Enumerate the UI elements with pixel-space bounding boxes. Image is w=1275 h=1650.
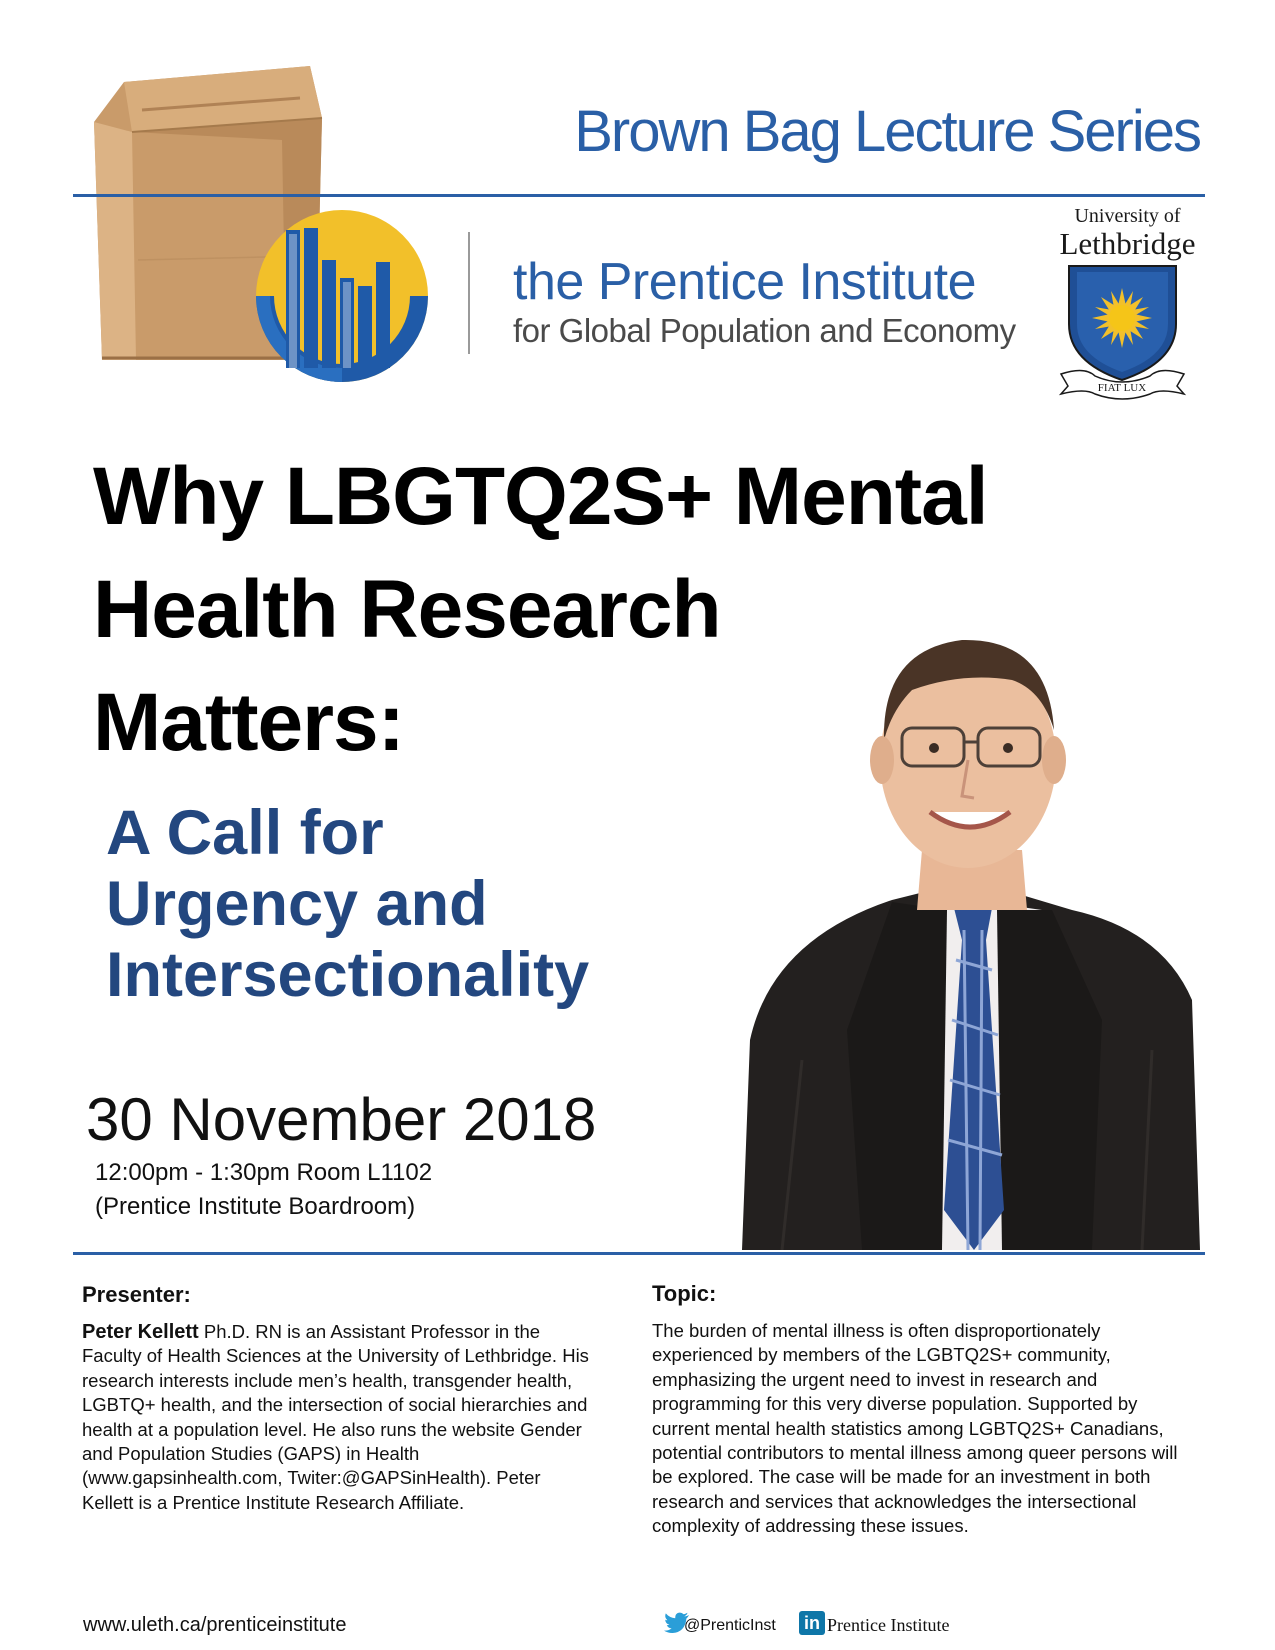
university-name-line2: Lethbridge [1059,226,1196,261]
topic-description: The burden of mental illness is often disproportionately experienced by members of the LGBTQ2S+ community, emphasizing the urgent need to invest in research and programming for this very diverse population. Supported by current mental health statistics among LGBTQ2S+ Canadians, potential contributors to mental illness among queer persons will be explored. The case will be made for an investment in both research and services that acknowledges the intersectional complexity of addressing these issues. [652,1320,1178,1537]
event-time-room: 12:00pm - 1:30pm Room L1102 [95,1159,433,1186]
twitter-handle[interactable]: @PrenticInst [684,1617,776,1634]
linkedin-name[interactable]: Prentice Institute [827,1615,950,1635]
lecture-title-line: Health Research [93,564,721,655]
website-link[interactable]: www.uleth.ca/prenticeinstitute [83,1614,347,1636]
presenter-portrait [742,610,1200,1250]
lecture-title-line: Why LBGTQ2S+ Mental [93,451,988,542]
prentice-logo [242,200,442,395]
crest-motto: FIAT LUX [1097,382,1147,394]
institute-name: the Prentice Institute [513,253,977,311]
lecture-subtitle-line: A Call for [106,798,384,868]
lecture-title-line: Matters: [93,677,404,768]
lecture-subtitle-line: Urgency and [106,869,488,939]
presenter-bio-text: Ph.D. RN is an Assistant Professor in the Faculty of Health Sciences at the University of Lethbridge. His research interests include men’s health, transgender health, LGBTQ+ health, and the intersection of social hierarchies and health at a population level. He also runs the website Gender and Population Studies (GAPS) in Health (www.gapsinhealth.com, Twiter:@GAPSinHealth). Peter Kellett is a Prentice Institute Research Affiliate. [82,1321,589,1513]
linkedin-icon: in [799,1611,825,1635]
logo-divider [468,232,470,354]
event-location: (Prentice Institute Boardroom) [95,1193,416,1220]
university-crest [1055,262,1190,402]
event-date: 30 November 2018 [86,1086,597,1153]
header-rule [73,194,1205,197]
section-rule [73,1252,1205,1255]
lecture-subtitle-line: Intersectionality [106,940,590,1010]
topic-heading: Topic: [652,1281,717,1306]
university-name-line1: University of [1074,205,1181,227]
lecture-subtitle [106,798,726,1011]
presenter-heading: Presenter: [82,1282,191,1307]
presenter-name: Peter Kellett [82,1321,199,1343]
presenter-bio [82,1320,592,1515]
series-title: Brown Bag Lecture Series [574,99,1200,164]
institute-tagline: for Global Population and Economy [513,312,1016,349]
